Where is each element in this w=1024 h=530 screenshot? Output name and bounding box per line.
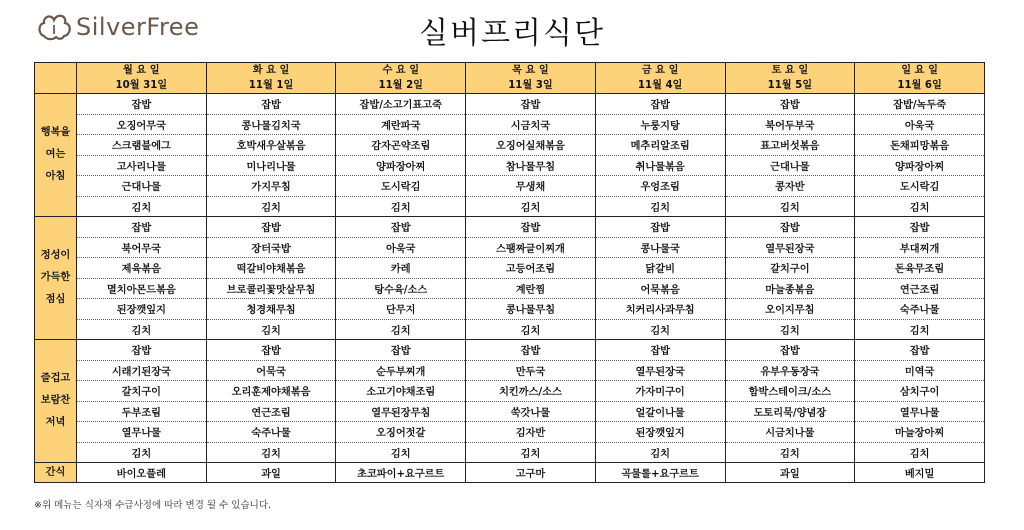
- menu-cell: 김치: [336, 442, 466, 463]
- menu-cell: 김치: [77, 319, 207, 340]
- menu-cell: 순두부찌개: [336, 360, 466, 381]
- menu-cell: 잡밥: [466, 94, 596, 115]
- menu-row: [35, 196, 985, 217]
- menu-cell: 어묵국: [206, 360, 336, 381]
- menu-cell: 고등어조림: [466, 258, 596, 279]
- table-corner: [35, 63, 77, 94]
- menu-cell: 잡밥: [595, 94, 725, 115]
- menu-cell: 김치: [855, 442, 985, 463]
- menu-cell: 시금치나물: [725, 422, 855, 443]
- menu-cell: 연근조림: [206, 401, 336, 422]
- meal-label-line: 여는: [45, 149, 66, 160]
- menu-cell: 잡밥: [466, 217, 596, 238]
- footnote: ※위 메뉴는 식자재 수급사정에 따라 변경 될 수 있습니다.: [34, 500, 272, 511]
- menu-cell: 도토리묵/양념장: [725, 401, 855, 422]
- menu-cell: 쑥갓나물: [466, 401, 596, 422]
- menu-row: [35, 114, 985, 135]
- menu-cell: 김치: [725, 319, 855, 340]
- day-header: 목 요 일: [466, 63, 596, 79]
- menu-cell: 잡밥: [855, 217, 985, 238]
- menu-cell: 장터국밥: [206, 237, 336, 258]
- menu-cell: 닭갈비: [595, 258, 725, 279]
- menu-cell: 소고기야채조림: [336, 381, 466, 402]
- menu-row: [35, 422, 985, 443]
- menu-cell: 열무된장국: [595, 360, 725, 381]
- menu-cell: 오징어젓갈: [336, 422, 466, 443]
- menu-cell: 잡밥: [206, 340, 336, 361]
- menu-row: [35, 442, 985, 463]
- menu-cell: 단무지: [336, 299, 466, 320]
- menu-cell: 근대나물: [725, 155, 855, 176]
- menu-cell: 가지무침: [206, 176, 336, 197]
- snack-cell: 곡물롤+요구르트: [595, 463, 725, 483]
- menu-cell: 잡밥: [595, 217, 725, 238]
- menu-cell: 김치: [466, 196, 596, 217]
- snack-cell: 과일: [725, 463, 855, 483]
- menu-cell: 숙주나물: [206, 422, 336, 443]
- menu-cell: 갈치구이: [725, 258, 855, 279]
- menu-cell: 김치: [595, 319, 725, 340]
- menu-cell: 오리훈제야채볶음: [206, 381, 336, 402]
- menu-cell: 함박스테이크/소스: [725, 381, 855, 402]
- day-header: 토 요 일: [725, 63, 855, 79]
- menu-cell: 갈치구이: [77, 381, 207, 402]
- menu-cell: 잡밥: [595, 340, 725, 361]
- meal-label-line: 즐겁고: [40, 373, 71, 384]
- menu-cell: 우엉조림: [595, 176, 725, 197]
- menu-cell: 치커리사과무침: [595, 299, 725, 320]
- menu-cell: 계란파국: [336, 114, 466, 135]
- menu-cell: 잡밥: [336, 340, 466, 361]
- menu-cell: 참나물무침: [466, 155, 596, 176]
- menu-cell: 떡갈비야채볶음: [206, 258, 336, 279]
- snack-cell: 과일: [206, 463, 336, 483]
- menu-cell: 돈육무조림: [855, 258, 985, 279]
- menu-cell: 잡밥: [336, 217, 466, 238]
- menu-cell: 카레: [336, 258, 466, 279]
- menu-cell: 미역국: [855, 360, 985, 381]
- menu-cell: 호박새우살볶음: [206, 135, 336, 156]
- menu-cell: 잡밥: [77, 217, 207, 238]
- menu-cell: 콩나물김치국: [206, 114, 336, 135]
- menu-cell: 제육볶음: [77, 258, 207, 279]
- menu-cell: 김치: [336, 196, 466, 217]
- menu-cell: 시래기된장국: [77, 360, 207, 381]
- menu-row: [35, 217, 985, 238]
- menu-cell: 양파장아찌: [855, 155, 985, 176]
- menu-cell: 마늘종볶음: [725, 278, 855, 299]
- snack-row: [35, 463, 985, 483]
- menu-cell: 미나리나물: [206, 155, 336, 176]
- menu-cell: 잡밥: [725, 217, 855, 238]
- snack-label: 간식: [35, 463, 77, 483]
- menu-cell: 근대나물: [77, 176, 207, 197]
- menu-cell: 잡밥: [855, 340, 985, 361]
- menu-row: [35, 237, 985, 258]
- menu-cell: 열무나물: [855, 401, 985, 422]
- menu-row: [35, 94, 985, 115]
- meal-label-line: 정성이: [40, 250, 71, 261]
- menu-cell: 된장깻잎지: [77, 299, 207, 320]
- menu-cell: 만두국: [466, 360, 596, 381]
- menu-cell: 계란찜: [466, 278, 596, 299]
- menu-cell: 돈채피망볶음: [855, 135, 985, 156]
- menu-row: [35, 135, 985, 156]
- menu-cell: 김치: [725, 442, 855, 463]
- date-header: 11월 1일: [206, 78, 336, 94]
- date-header: 11월 2일: [336, 78, 466, 94]
- snack-cell: 고구마: [466, 463, 596, 483]
- menu-cell: 어묵볶음: [595, 278, 725, 299]
- menu-cell: 마늘장아찌: [855, 422, 985, 443]
- menu-cell: 가자미구이: [595, 381, 725, 402]
- meal-label-line: 아침: [45, 171, 66, 182]
- menu-cell: 도시락김: [855, 176, 985, 197]
- snack-cell: 베지밀: [855, 463, 985, 483]
- menu-row: [35, 278, 985, 299]
- menu-row: [35, 299, 985, 320]
- menu-cell: 잡밥: [725, 340, 855, 361]
- day-header: 월 요 일: [77, 63, 207, 79]
- menu-cell: 콩나물국: [595, 237, 725, 258]
- day-header: 금 요 일: [595, 63, 725, 79]
- menu-cell: 무생채: [466, 176, 596, 197]
- menu-cell: 치킨까스/소스: [466, 381, 596, 402]
- menu-cell: 두부조림: [77, 401, 207, 422]
- menu-cell: 열무된장국: [725, 237, 855, 258]
- menu-cell: 김치: [855, 319, 985, 340]
- menu-row: [35, 381, 985, 402]
- menu-cell: 얼갈이나물: [595, 401, 725, 422]
- menu-cell: 잡밥: [206, 94, 336, 115]
- date-header: 11월 3일: [466, 78, 596, 94]
- meal-label-line: 보람찬: [40, 395, 71, 406]
- menu-cell: 김자반: [466, 422, 596, 443]
- menu-row: [35, 176, 985, 197]
- meal-label-line: 저녁: [45, 417, 66, 428]
- menu-row: [35, 340, 985, 361]
- menu-cell: 잡밥: [206, 217, 336, 238]
- menu-row: [35, 401, 985, 422]
- page-title: 실버프리식단: [419, 16, 605, 51]
- date-header: 11월 5일: [725, 78, 855, 94]
- menu-cell: 고사리나물: [77, 155, 207, 176]
- snack-cell: 바이오플레: [77, 463, 207, 483]
- snack-cell: 초코파이+요구르트: [336, 463, 466, 483]
- meal-label-line: 가득한: [40, 272, 71, 283]
- menu-cell: 열무된장무침: [336, 401, 466, 422]
- menu-cell: 김치: [466, 319, 596, 340]
- menu-cell: 김치: [206, 442, 336, 463]
- menu-cell: 김치: [77, 196, 207, 217]
- brand-name: SilverFree: [76, 13, 200, 41]
- menu-row: [35, 360, 985, 381]
- menu-cell: 취나물볶음: [595, 155, 725, 176]
- menu-cell: 스팸짜글이찌개: [466, 237, 596, 258]
- menu-cell: 감자곤약조림: [336, 135, 466, 156]
- menu-cell: 브로콜리꽃맛살무침: [206, 278, 336, 299]
- menu-cell: 김치: [206, 196, 336, 217]
- menu-cell: 도시락김: [336, 176, 466, 197]
- menu-cell: 북어무국: [77, 237, 207, 258]
- menu-cell: 양파장아찌: [336, 155, 466, 176]
- day-header: 일 요 일: [855, 63, 985, 79]
- menu-row: [35, 258, 985, 279]
- meal-label-dinner: [35, 340, 77, 463]
- day-header: 수 요 일: [336, 63, 466, 79]
- meal-label-breakfast: [35, 94, 77, 217]
- menu-cell: 유부우동장국: [725, 360, 855, 381]
- menu-cell: 북어두부국: [725, 114, 855, 135]
- meal-label-line: 행복을: [40, 127, 71, 138]
- menu-cell: 메추리알조림: [595, 135, 725, 156]
- date-header: 11월 6일: [855, 78, 985, 94]
- menu-cell: 김치: [336, 319, 466, 340]
- meal-table: [34, 62, 985, 483]
- menu-cell: 부대찌개: [855, 237, 985, 258]
- menu-cell: 잡밥: [77, 94, 207, 115]
- menu-cell: 숙주나물: [855, 299, 985, 320]
- day-header: 화 요 일: [206, 63, 336, 79]
- menu-cell: 스크램블에그: [77, 135, 207, 156]
- menu-cell: 김치: [206, 319, 336, 340]
- date-header: 11월 4일: [595, 78, 725, 94]
- menu-cell: 콩자반: [725, 176, 855, 197]
- meal-label-line: 점심: [45, 294, 66, 305]
- menu-cell: 멸치아몬드볶음: [77, 278, 207, 299]
- date-header: 10월 31일: [77, 78, 207, 94]
- menu-cell: 잡밥: [77, 340, 207, 361]
- menu-cell: 김치: [855, 196, 985, 217]
- menu-cell: 오징어무국: [77, 114, 207, 135]
- menu-cell: 김치: [725, 196, 855, 217]
- menu-cell: 시금치국: [466, 114, 596, 135]
- menu-row: [35, 155, 985, 176]
- menu-cell: 오징어실채볶음: [466, 135, 596, 156]
- menu-cell: 잡밥: [466, 340, 596, 361]
- menu-cell: 아욱국: [855, 114, 985, 135]
- menu-cell: 열무나물: [77, 422, 207, 443]
- menu-cell: 청경채무침: [206, 299, 336, 320]
- menu-cell: 잡밥/소고기표고죽: [336, 94, 466, 115]
- menu-cell: 오이지무침: [725, 299, 855, 320]
- menu-cell: 된장깻잎지: [595, 422, 725, 443]
- menu-cell: 삼치구이: [855, 381, 985, 402]
- menu-cell: 연근조림: [855, 278, 985, 299]
- menu-cell: 김치: [595, 196, 725, 217]
- menu-cell: 김치: [595, 442, 725, 463]
- menu-cell: 김치: [466, 442, 596, 463]
- menu-cell: 잡밥: [725, 94, 855, 115]
- menu-cell: 콩나물무침: [466, 299, 596, 320]
- menu-cell: 아욱국: [336, 237, 466, 258]
- menu-cell: 표고버섯볶음: [725, 135, 855, 156]
- meal-label-lunch: [35, 217, 77, 340]
- menu-cell: 누룽지탕: [595, 114, 725, 135]
- menu-cell: 탕수육/소스: [336, 278, 466, 299]
- menu-cell: 김치: [77, 442, 207, 463]
- menu-row: [35, 319, 985, 340]
- menu-cell: 잡밥/녹두죽: [855, 94, 985, 115]
